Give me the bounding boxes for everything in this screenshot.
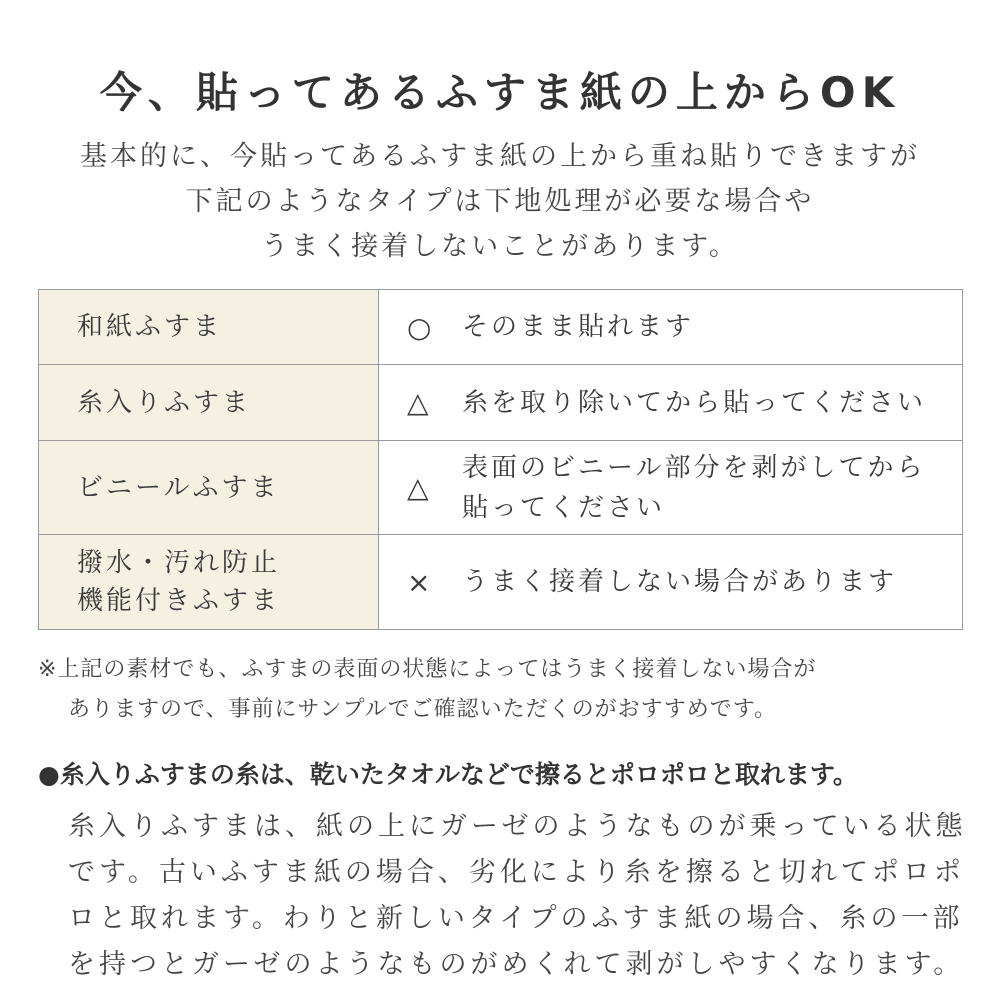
- intro-line: 基本的に、今貼ってあるふすま紙の上から重ね貼りできますが: [80, 141, 920, 172]
- intro-text: [0, 134, 1000, 269]
- para-line: を持つとガーゼのようなものがめくれて剥がしやすくなります。: [68, 949, 965, 980]
- compat-text: そのまま貼れます: [462, 312, 695, 342]
- para-line: 糸入りふすまは、紙の上にガーゼのようなものが乗っている状態: [68, 811, 967, 842]
- type-label: 和紙ふすま: [77, 312, 223, 342]
- type-label: 糸入りふすま: [77, 387, 252, 418]
- fusuma-type: [39, 441, 379, 535]
- compat-text: 貼ってください: [462, 492, 666, 523]
- type-label: 撥水・汚れ防止: [77, 548, 281, 578]
- para-line: です。古いふすま紙の場合、劣化により糸を擦ると切れてポロポ: [68, 857, 965, 888]
- circle-mark-icon: ○: [407, 310, 435, 344]
- para-line: ロと取れます。わりと新しいタイプのふすま紙の場合、糸の一部: [68, 903, 964, 934]
- explanation-paragraph: [68, 804, 968, 988]
- compatibility: [379, 441, 963, 535]
- note-line: ※上記の素材でも、ふすまの表面の状態によってはうまく接着しない場合が: [38, 657, 817, 682]
- table-row: [39, 535, 963, 630]
- table-row: [39, 365, 963, 441]
- triangle-mark-icon: △: [407, 386, 432, 419]
- type-label: 機能付きふすま: [77, 586, 281, 616]
- compat-text: うまく接着しない場合があります: [462, 567, 898, 597]
- compatibility: [379, 535, 963, 630]
- intro-line: うまく接着しないことがあります。: [261, 231, 739, 262]
- compat-text: 表面のビニール部分を剥がしてから: [462, 452, 926, 483]
- triangle-mark-icon: △: [407, 471, 432, 504]
- intro-line: 下記のようなタイプは下地処理が必要な場合や: [185, 186, 815, 217]
- compatibility: [379, 365, 963, 441]
- section-heading: ●糸入りふすまの糸は、乾いたタオルなどで擦るとポロポロと取れます。: [38, 760, 858, 789]
- table-row: [39, 441, 963, 535]
- fusuma-type: [39, 290, 379, 365]
- page-title: 今、貼ってあるふすま紙の上からOK: [99, 68, 901, 117]
- cross-mark-icon: ×: [407, 565, 434, 599]
- note-line: ありますので、事前にサンプルでご確認いただくのがおすすめです。: [68, 697, 778, 722]
- type-label: ビニールふすま: [77, 472, 280, 503]
- table-row: [39, 290, 963, 365]
- compatibility: [379, 290, 963, 365]
- footnote: [38, 650, 816, 730]
- fusuma-type: [39, 365, 379, 441]
- compat-text: 糸を取り除いてから貼ってください: [462, 387, 927, 418]
- compatibility-table: [38, 289, 963, 630]
- fusuma-type: [39, 535, 379, 630]
